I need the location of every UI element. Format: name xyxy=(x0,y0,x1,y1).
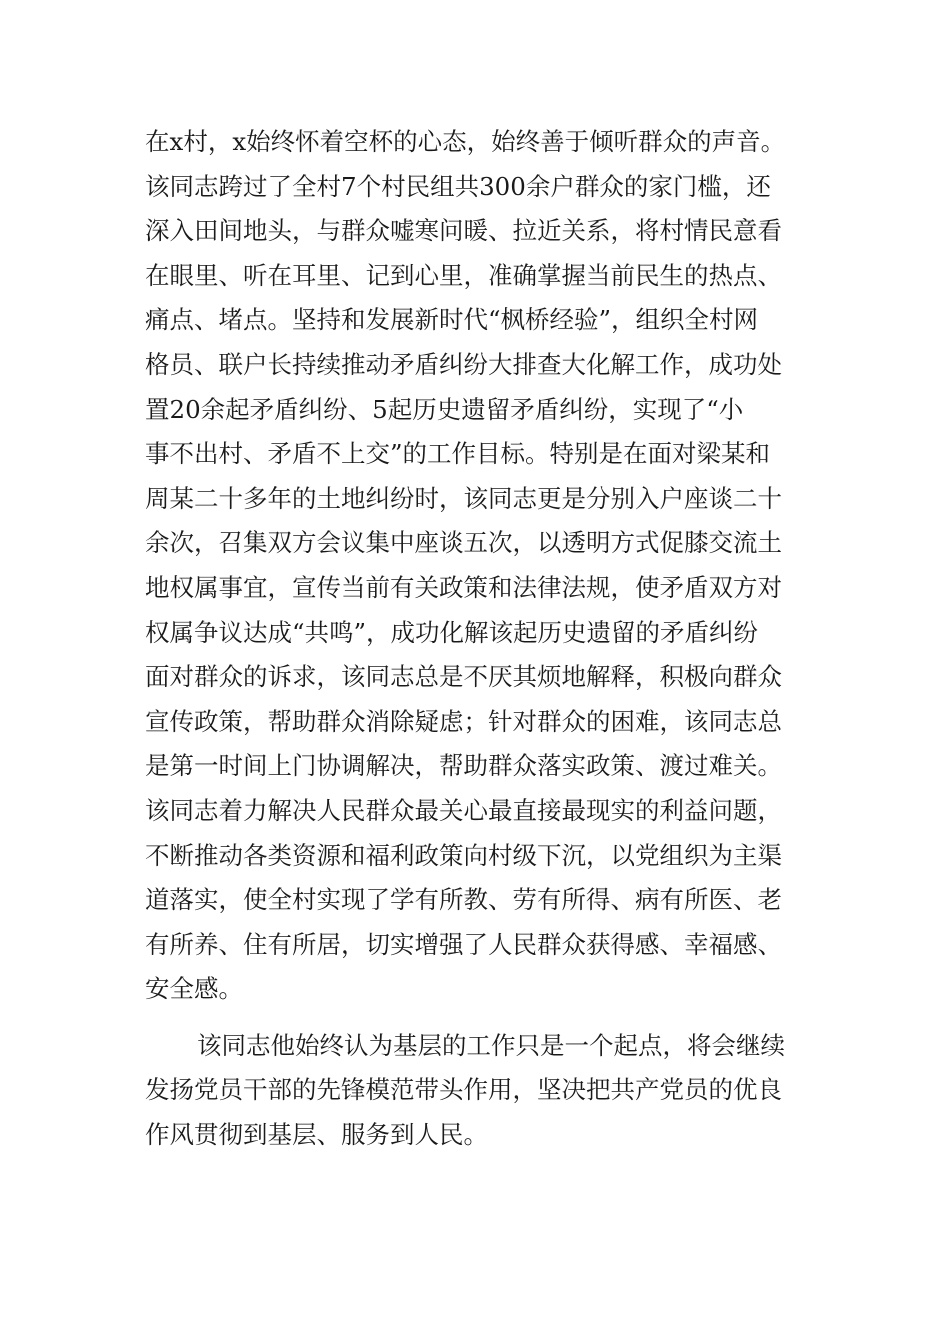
text-line: 权属争议达成“共鸣”，成功化解该起历史遗留的矛盾纠纷 xyxy=(145,617,759,647)
text-line: 道落实，使全村实现了学有所教、劳有所得、病有所医、老 xyxy=(145,885,782,915)
text-line: 在x村，x始终怀着空杯的心态，始终善于倾听群众的声音。 xyxy=(145,127,786,156)
text-line: 面对群众的诉求，该同志总是不厌其烦地解释，积极向群众 xyxy=(145,662,782,692)
paragraph-gap xyxy=(145,1012,835,1024)
text-line: 痛点、堵点。坚持和发展新时代“枫桥经验”，组织全村网 xyxy=(145,305,759,335)
text-line: 是第一时间上门协调解决，帮助群众落实政策、渡过难关。 xyxy=(145,751,782,781)
text-line: 余次，召集双方会议集中座谈五次，以透明方式促膝交流土 xyxy=(145,528,782,558)
text-line: 事不出村、矛盾不上交”的工作目标。特别是在面对梁某和 xyxy=(145,439,771,469)
text-line: 作风贯彻到基层、服务到人民。 xyxy=(145,1120,488,1150)
document-body xyxy=(145,120,835,1158)
text-line: 在眼里、听在耳里、记到心里，准确掌握当前民生的热点、 xyxy=(145,260,782,290)
text-line: 周某二十多年的土地纠纷时，该同志更是分别入户座谈二十 xyxy=(145,483,782,513)
paragraph-2 xyxy=(145,1024,835,1158)
text-line: 有所养、住有所居，切实增强了人民群众获得感、幸福感、 xyxy=(145,929,782,959)
text-line: 该同志着力解决人民群众最关心最直接最现实的利益问题， xyxy=(145,795,782,825)
text-line: 置20余起矛盾纠纷、5起历史遗留矛盾纠纷，实现了“小 xyxy=(145,394,744,424)
text-line: 宣传政策，帮助群众消除疑虑；针对群众的困难，该同志总 xyxy=(145,706,782,736)
paragraph-1 xyxy=(145,120,835,1012)
text-line: 地权属事宜，宣传当前有关政策和法律法规，使矛盾双方对 xyxy=(145,572,782,602)
text-line: 该同志他始终认为基层的工作只是一个起点，将会继续 xyxy=(197,1030,785,1060)
text-line: 不断推动各类资源和福利政策向村级下沉，以党组织为主渠 xyxy=(145,840,782,870)
text-line: 格员、联户长持续推动矛盾纠纷大排查大化解工作，成功处 xyxy=(145,349,782,379)
text-line: 发扬党员干部的先锋模范带头作用，坚决把共产党员的优良 xyxy=(145,1075,782,1105)
text-line: 深入田间地头，与群众嘘寒问暖、拉近关系，将村情民意看 xyxy=(145,216,782,246)
text-line: 该同志跨过了全村7个村民组共300余户群众的家门槛，还 xyxy=(145,171,771,201)
text-line: 安全感。 xyxy=(145,974,243,1004)
